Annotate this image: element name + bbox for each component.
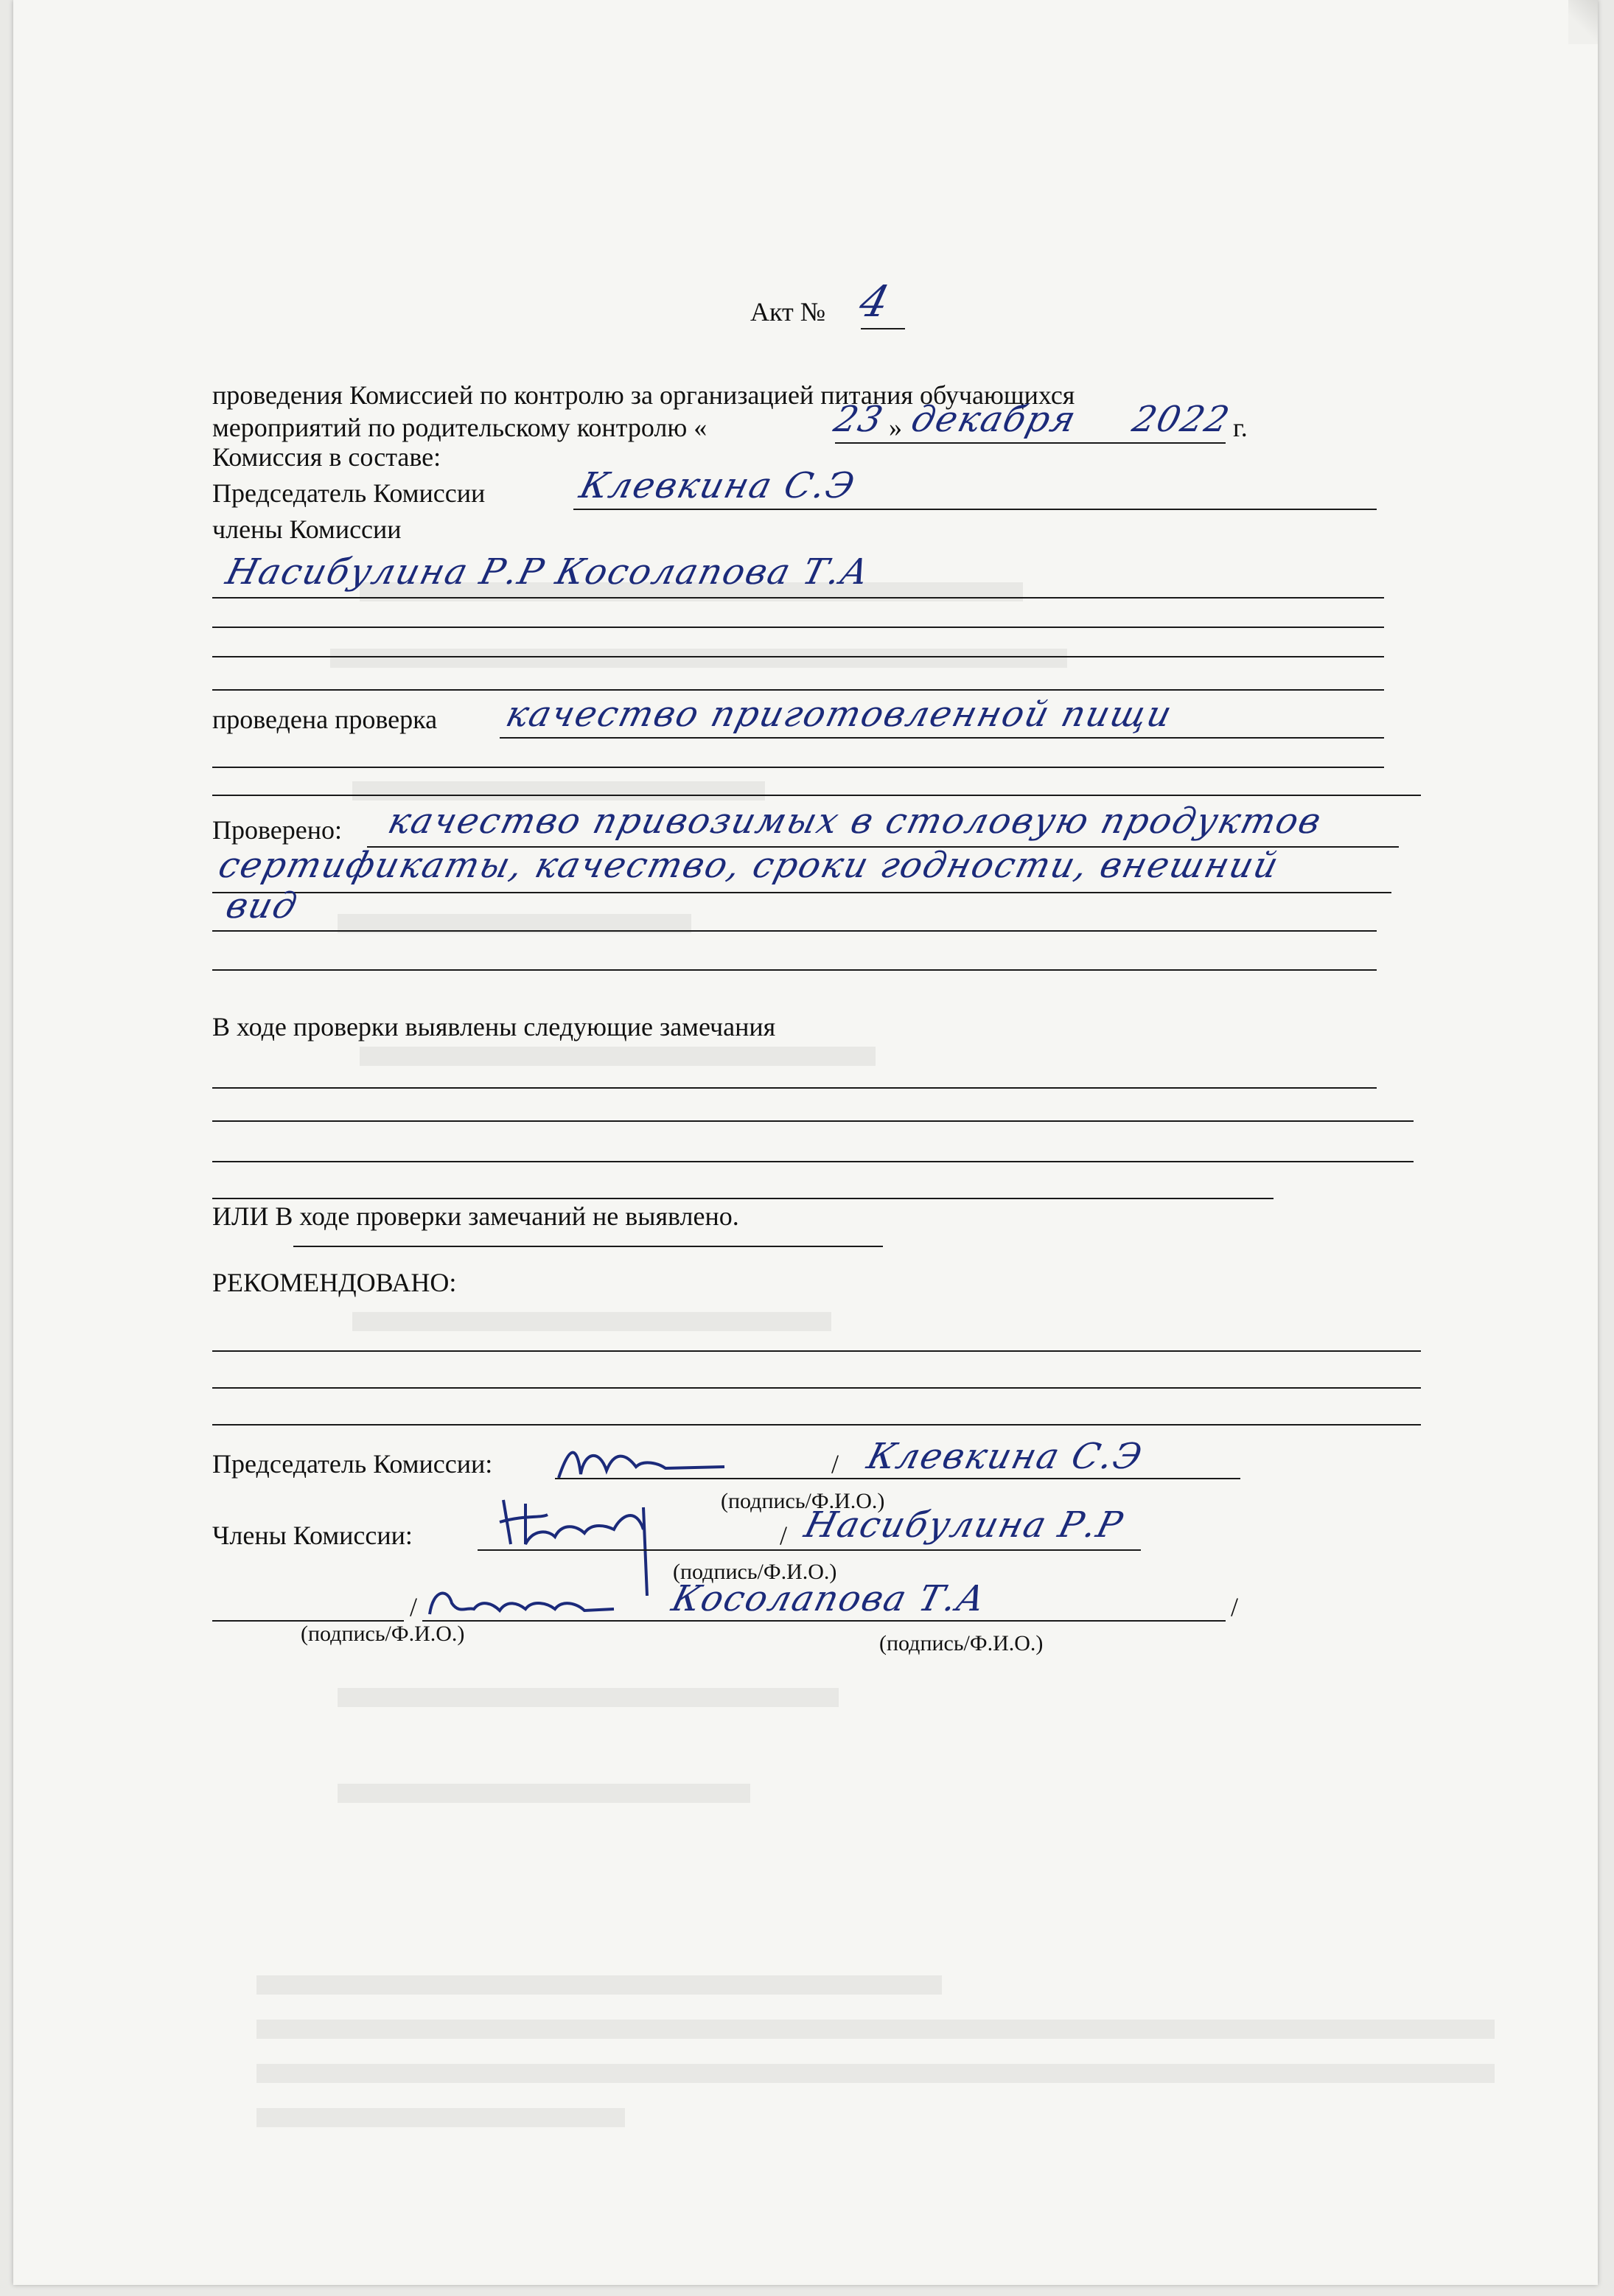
remarks-line-1 (212, 1087, 1377, 1089)
header-line-2: мероприятий по родительскому контролю « (212, 413, 708, 442)
inspection-line-2 (212, 767, 1384, 768)
inspection-handwritten: качество приготовленной пищи (502, 694, 1178, 735)
sign-chairman-name-handwritten: Клевкина С.Э (863, 1436, 1147, 1477)
recommended-line-3 (212, 1424, 1421, 1426)
member2-signature (422, 1581, 621, 1625)
recommended-line-1 (212, 1350, 1421, 1352)
inspection-label: проведена проверка (212, 705, 438, 734)
date-day-handwritten: 23 (830, 399, 889, 440)
sign-member2-slash-1: / (410, 1592, 418, 1622)
commission-label: Комиссия в составе: (212, 442, 441, 472)
checked-handwritten-2: сертификаты, качество, сроки годности, внешний (214, 845, 1284, 886)
chairman-line (573, 509, 1377, 510)
act-title: Акт № (750, 297, 826, 327)
sign-member1-slash: / (780, 1521, 788, 1550)
sign-member2-name-handwritten: Косолапова Т.А (668, 1578, 991, 1619)
show-through-background (13, 0, 1598, 2285)
checked-line-2 (212, 892, 1391, 893)
page-corner (1568, 0, 1598, 44)
remarks-line-3 (212, 1161, 1414, 1162)
members-line-2 (212, 627, 1384, 628)
checked-handwritten-1: качество привозимых в столовую продуктов (384, 800, 1327, 842)
sign-member2-caption-left: (подпись/Ф.И.О.) (301, 1622, 465, 1646)
checked-line-3 (212, 930, 1377, 932)
sign-member2-line (422, 1620, 1226, 1622)
date-year-handwritten: 2022 (1128, 399, 1235, 440)
checked-label: Проверено: (212, 815, 343, 845)
sign-member2-slash-2: / (1231, 1592, 1239, 1622)
inspection-line-1 (500, 737, 1384, 739)
members-line-4 (212, 689, 1384, 691)
sign-chairman-caption: (подпись/Ф.И.О.) (721, 1489, 885, 1513)
sign-member1-line (478, 1549, 1141, 1551)
sign-member1-name-handwritten: Насибулина Р.Р (800, 1504, 1128, 1546)
sign-member2-caption-right: (подпись/Ф.И.О.) (879, 1631, 1044, 1655)
checked-line-4 (212, 969, 1377, 971)
date-year-suffix: г. (1233, 413, 1248, 442)
no-remarks-label: ИЛИ В ходе проверки замечаний не выявлено. (212, 1201, 739, 1231)
remarks-label: В ходе проверки выявлены следующие замечания (212, 1012, 776, 1041)
sign-member1-caption: (подпись/Ф.И.О.) (673, 1560, 837, 1584)
date-underline (835, 442, 1226, 444)
members-handwritten: Насибулина Р.Р Косолапова Т.А (222, 551, 875, 593)
date-quote-close: » (889, 413, 902, 442)
date-month-handwritten: декабря (907, 399, 1081, 440)
document-sheet (13, 0, 1598, 2285)
chairman-label: Председатель Комиссии (212, 478, 486, 508)
members-line-1 (212, 597, 1384, 599)
sign-chairman-slash: / (831, 1449, 839, 1479)
chairman-signature (555, 1437, 732, 1489)
members-line-3 (212, 656, 1384, 657)
remarks-line-4 (212, 1198, 1274, 1199)
member1-signature (496, 1485, 665, 1596)
recommended-label: РЕКОМЕНДОВАНО: (212, 1268, 457, 1297)
remarks-line-2 (212, 1120, 1414, 1122)
act-number-handwritten: 4 (854, 276, 896, 327)
sign-chairman-line (555, 1478, 1240, 1479)
chairman-handwritten: Клевкина С.Э (576, 465, 860, 506)
inspection-line-3 (212, 795, 1421, 796)
act-number-underline (861, 328, 905, 329)
checked-handwritten-3: вид (222, 885, 303, 927)
sign-members-label: Члены Комиссии: (212, 1521, 413, 1550)
members-label: члены Комиссии (212, 514, 402, 544)
no-remarks-underline (293, 1246, 883, 1247)
header-line-1: проведения Комиссией по контролю за организацией питания обучающихся (212, 380, 1075, 410)
sign-chairman-label: Председатель Комиссии: (212, 1449, 493, 1479)
recommended-line-2 (212, 1387, 1421, 1389)
